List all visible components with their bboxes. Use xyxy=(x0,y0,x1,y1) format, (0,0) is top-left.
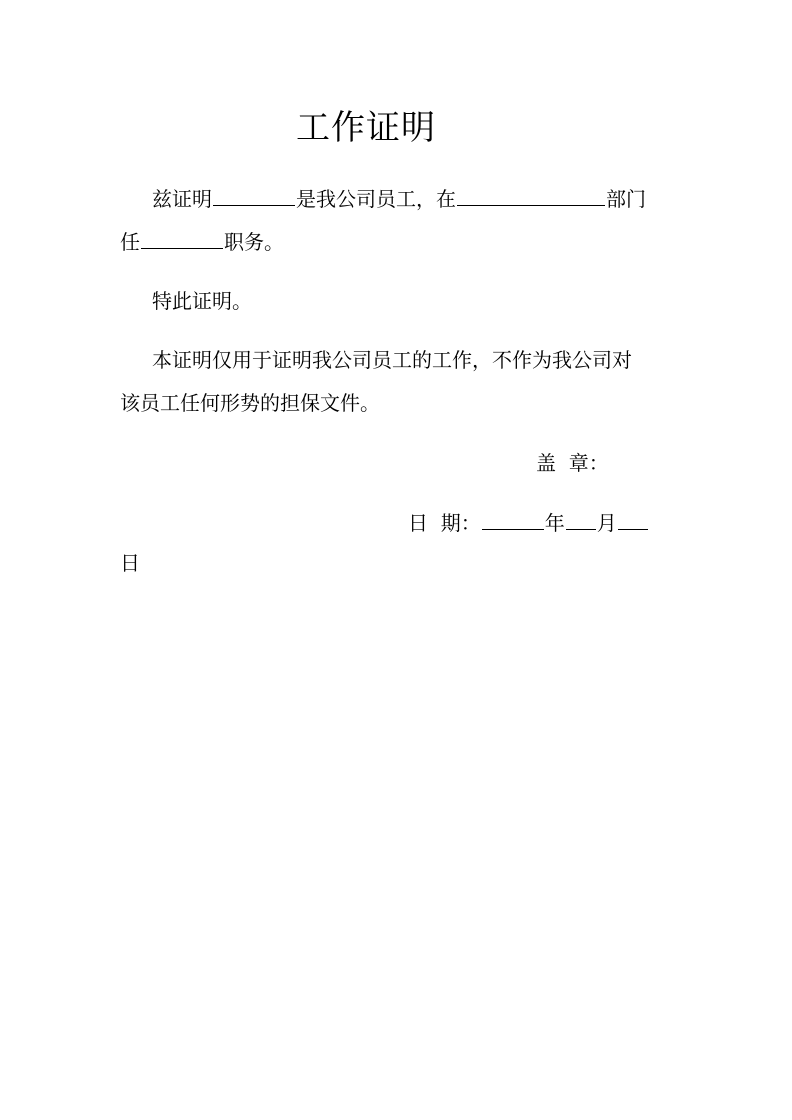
certify-department-suffix: 部门 xyxy=(606,187,646,211)
certify-prefix: 兹证明 xyxy=(152,187,212,211)
date-label: 日 期： xyxy=(408,511,481,535)
date-line xyxy=(408,507,649,538)
date-month-label: 月 xyxy=(596,511,617,535)
date-day-blank[interactable] xyxy=(618,507,648,530)
date-day-label: 日 xyxy=(120,551,140,575)
position-blank[interactable] xyxy=(141,226,223,249)
department-blank[interactable] xyxy=(457,183,605,206)
position-prefix: 任 xyxy=(120,230,140,254)
seal-label: 盖 章： xyxy=(536,451,609,475)
employee-name-blank[interactable] xyxy=(213,183,295,206)
paragraph-disclaimer-line-2: 该员工任何形势的担保文件。 xyxy=(120,391,380,415)
paragraph-certify-line-1 xyxy=(152,183,646,214)
certify-middle: 是我公司员工，在 xyxy=(296,187,456,211)
paragraph-certify-line-2 xyxy=(120,226,284,257)
document-title: 工作证明 xyxy=(296,108,436,148)
date-year-blank[interactable] xyxy=(482,507,544,530)
date-year-label: 年 xyxy=(544,511,565,535)
date-month-blank[interactable] xyxy=(566,507,596,530)
paragraph-disclaimer-line-1: 本证明仅用于证明我公司员工的工作，不作为我公司对 xyxy=(152,348,632,372)
paragraph-hereby: 特此证明。 xyxy=(152,289,252,313)
position-suffix: 职务。 xyxy=(224,230,284,254)
